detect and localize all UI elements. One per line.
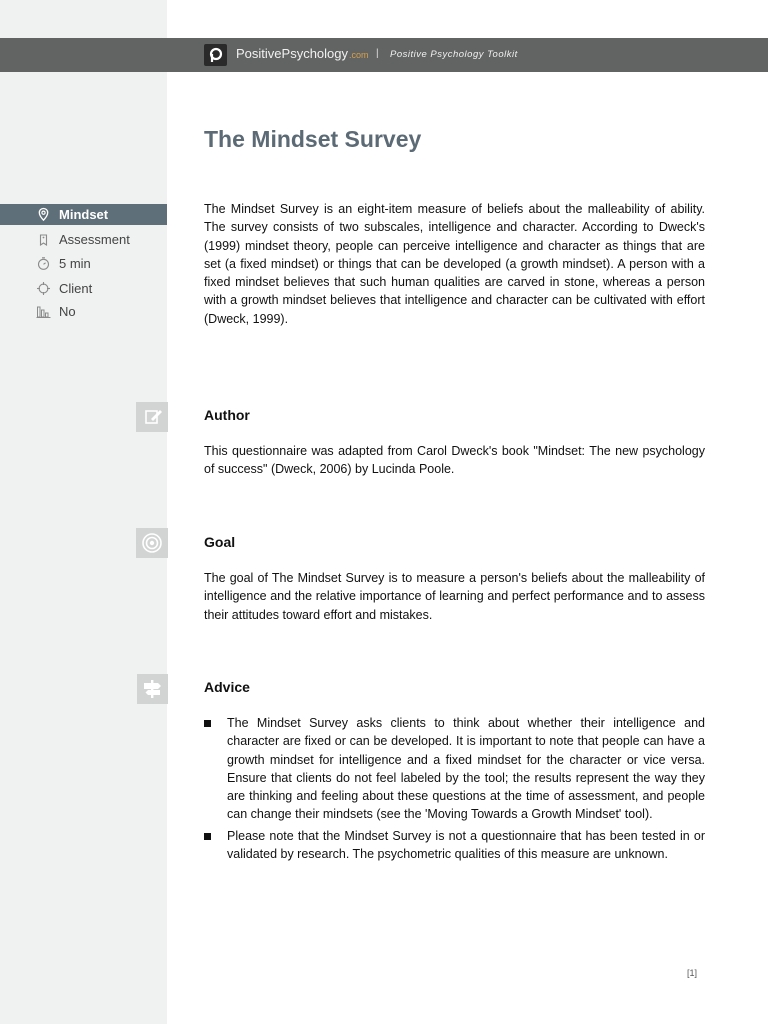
sidebar (0, 0, 167, 1024)
signpost-icon (137, 674, 168, 704)
meta-label-audience: Client (59, 281, 93, 296)
intro-paragraph: The Mindset Survey is an eight-item measure of beliefs about the malleability of ability. The survey consists of two subscales, intelligence and character. According to Dweck's (1999) mindset theory, people can perceive intelligence and character as things that are set (a fixed mindset) or things that can be developed (a growth mindset). A person with a fixed mindset believes that such human qualities are carved in stone, whereas a person with a growth mindset believes that intelligence and character can be cultivated with effort (Dweck, 1999). (204, 202, 705, 326)
tag-icon (36, 232, 51, 247)
author-heading: Author (204, 407, 250, 423)
page-number: [1] (687, 968, 698, 978)
meta-label-duration: 5 min (59, 256, 91, 271)
meta-label-scoring: No (59, 304, 76, 319)
advice-item-text: Please note that the Mindset Survey is not a questionnaire that has been tested in or validated by research. The psychometric qualities of this measure are unknown. (227, 828, 705, 862)
list-item (204, 827, 705, 864)
crosshair-icon (36, 281, 51, 296)
meta-item-type (0, 229, 167, 250)
meta-item-duration (0, 253, 167, 274)
meta-label-topic: Mindset (59, 207, 109, 222)
header-bar (0, 38, 768, 72)
advice-heading: Advice (204, 679, 250, 695)
page-title: The Mindset Survey (204, 126, 422, 152)
list-item (204, 714, 705, 824)
logo-icon (204, 44, 227, 66)
location-pin-icon (36, 207, 51, 222)
brand-suffix: .com (349, 50, 369, 60)
stopwatch-icon (36, 256, 51, 271)
meta-item-scoring (0, 301, 167, 322)
meta-item-topic (0, 204, 167, 225)
bullet-icon (204, 720, 211, 727)
edit-icon (136, 402, 168, 432)
meta-label-type: Assessment (59, 232, 130, 247)
target-icon (136, 528, 168, 558)
advice-list (204, 714, 705, 866)
advice-item-text: The Mindset Survey asks clients to think about whether their intelligence and character are fixed or can be developed. It is important to note that people can have a growth mindset for intelligence and a fixed mindset for the character or vice versa. Ensure that clients do not feel labeled by the tool; the results represent the way they are thinking and feeling about these questions at the time of assessment, and people can change their mindsets (see the 'Moving Towards a Growth Mindset' tool). (227, 716, 705, 822)
brand-name (236, 46, 369, 61)
goal-text: The goal of The Mindset Survey is to measure a person's beliefs about the malleability of intelligence and the relative importance of learning and perfect performance and to assess their attitudes toward effort and mistakes. (204, 571, 705, 622)
header-separator: | (376, 48, 379, 59)
meta-item-audience (0, 278, 167, 299)
goal-heading: Goal (204, 534, 236, 550)
author-text: This questionnaire was adapted from Carol Dweck's book "Mindset: The new psychology of success" (Dweck, 2006) by Lucinda Poole. (204, 444, 705, 477)
bar-chart-icon (36, 304, 51, 319)
bullet-icon (204, 833, 211, 840)
toolkit-label: Positive Psychology Toolkit (390, 49, 518, 60)
brand-name-text: PositivePsychology (236, 46, 348, 61)
